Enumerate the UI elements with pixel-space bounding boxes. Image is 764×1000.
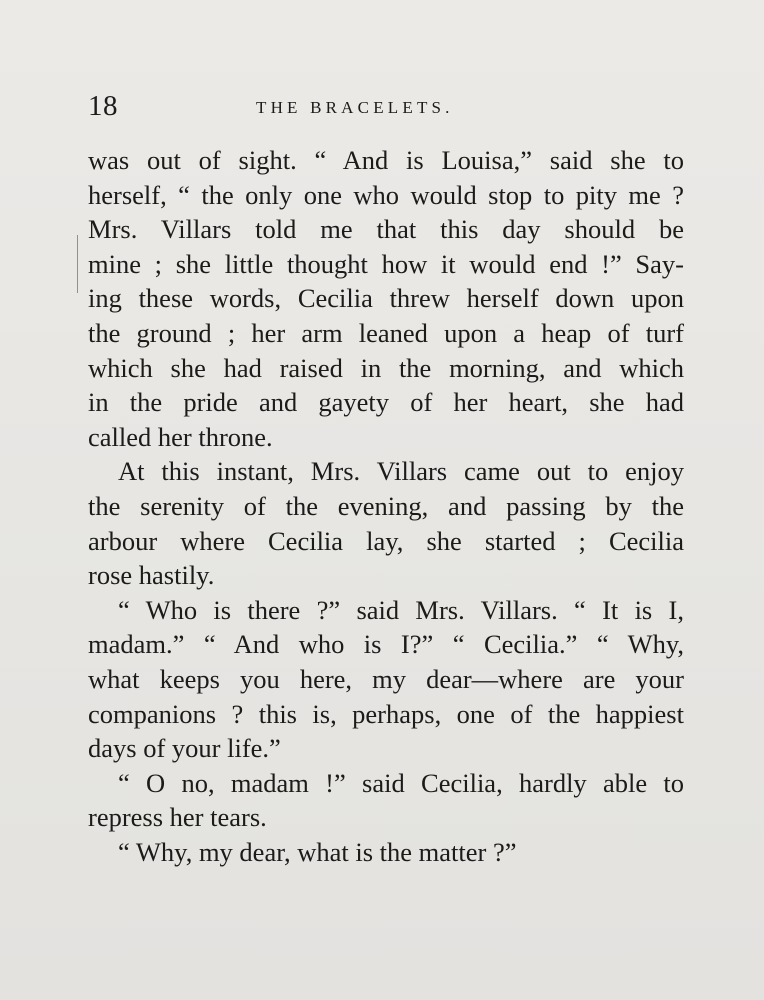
text-line: rose hastily. [88,560,215,591]
text-line: “ Why, my dear, what is the matter ?” [118,836,517,867]
text-line: ing these words, Cecilia threw herself down upon [88,283,684,314]
paragraph [88,835,684,870]
text-line: was out of sight. “ And is Louisa,” said she to [88,145,684,175]
text-line: “ Who is there ?” said Mrs. Villars. “ It is I, [118,594,684,625]
paragraph [88,143,684,454]
text-line: mine ; she little thought how it would end !” Say- [88,248,684,279]
text-line: herself, “ the only one who would stop to pity me ? [88,179,684,210]
text-line: called her throne. [88,421,273,452]
page-number: 18 [88,90,118,122]
text-line: days of your life.” [88,733,281,764]
text-line: the ground ; her arm leaned upon a heap of turf [88,317,684,348]
text-line: At this instant, Mrs. Villars came out to enjoy [118,456,684,487]
paragraph [88,593,684,766]
body-text [88,143,684,869]
text-line: which she had raised in the morning, and which [88,352,684,383]
text-line: the serenity of the evening, and passing by the [88,490,684,521]
margin-mark [77,235,78,293]
paragraph [88,766,684,835]
running-title: THE BRACELETS. [256,98,454,117]
text-line: arbour where Cecilia lay, she started ; Cecilia [88,525,684,556]
text-line: repress her tears. [88,802,267,833]
text-line: in the pride and gayety of her heart, she had [88,387,684,418]
paragraph [88,454,684,592]
text-line: companions ? this is, perhaps, one of the happiest [88,698,684,729]
text-line: madam.” “ And who is I?” “ Cecilia.” “ Why, [88,629,684,660]
page-header [88,88,688,128]
text-line: what keeps you here, my dear—where are your [88,663,684,694]
text-line: “ O no, madam !” said Cecilia, hardly able to [118,767,684,798]
text-line: Mrs. Villars told me that this day should be [88,214,684,245]
